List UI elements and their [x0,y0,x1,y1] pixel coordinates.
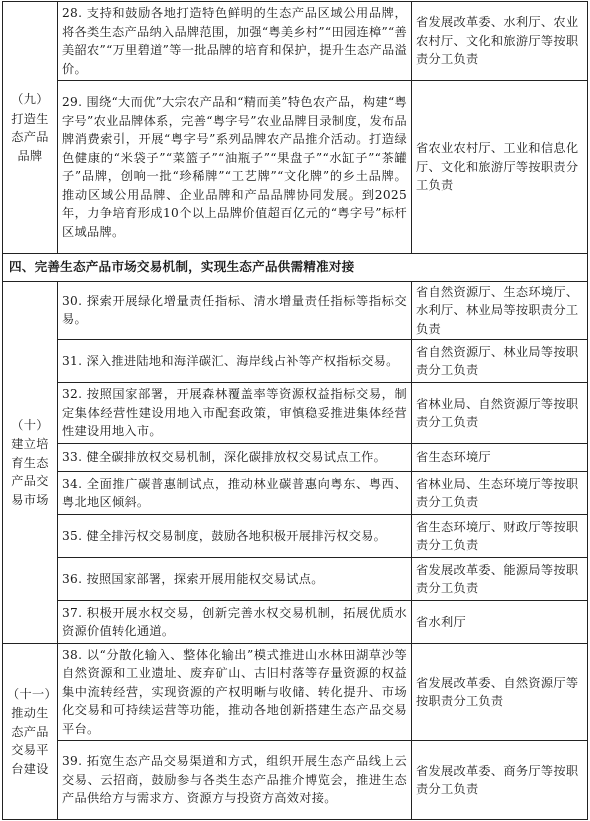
table-row [3,644,588,741]
department-cell: 省发展改革委、商务厅等按职责分工负责 [412,741,588,820]
department-cell: 省自然资源厅、林业局等按职责分工负责 [412,340,588,383]
task-cell: 37. 积极开展水权交易，创新完善水权交易机制，拓展优质水资源价值转化通道。 [58,601,412,644]
department-cell: 省生态环境厅、财政厅等按职责分工负责 [412,515,588,558]
policy-task-table [2,1,588,820]
table-row [3,601,588,644]
task-cell: 36. 按照国家部署，探索开展用能权交易试点。 [58,558,412,601]
section-heading-row [3,254,588,282]
category-cell [3,644,58,820]
task-cell: 33. 健全碳排放权交易机制，深化碳排放权交易试点工作。 [58,444,412,472]
task-cell: 39. 拓宽生态产品交易渠道和方式，组织开展生态产品线上云交易、云招商，鼓励参与各类生态产品推介博览会，推进生态产品供给方与需求方、资源方与投资方高效对接。 [58,741,412,820]
table-row [3,741,588,820]
task-cell: 35. 健全排污权交易制度，鼓励各地积极开展排污权交易。 [58,515,412,558]
table-row [3,558,588,601]
task-cell: 38. 以“分散化输入、整体化输出”模式推进山水林田湖草沙等自然资源和工业遗址、废弃矿山、古旧村落等存量资源的权益集中流转经营，实现资源的产权明晰与收储、转化提升、市场化交易和可持续运营等功能，推动各地创新搭建生态产品交易平台。 [58,644,412,741]
category-name: 建立培育生态产品交易市场 [11,437,49,507]
table-row [3,472,588,515]
category-number: （九） [11,92,49,106]
table-row [3,515,588,558]
table-row [3,281,588,340]
department-cell: 省发展改革委、水利厅、农业农村厅、文化和旅游厅等按职责分工负责 [412,2,588,81]
department-cell: 省生态环境厅 [412,444,588,472]
task-cell: 31. 深入推进陆地和海洋碳汇、海岸线占补等产权指标交易。 [58,340,412,383]
table-row [3,2,588,81]
department-cell: 省发展改革委、能源局等按职责分工负责 [412,558,588,601]
department-cell: 省林业局、自然资源厅等按职责分工负责 [412,383,588,444]
department-cell: 省农业农村厅、工业和信息化厅、文化和旅游厅等按职责分工负责 [412,81,588,254]
table-row [3,383,588,444]
task-cell: 28. 支持和鼓励各地打造特色鲜明的生态产品区域公用品牌，将各类生态产品纳入品牌范围，加强“粤美乡村”“田园连樟”“善美韶农”“万里碧道”等一批品牌的培育和保护，提升生态产品溢价。 [58,2,412,81]
task-cell: 34. 全面推广碳普惠制试点，推动林业碳普惠向粤东、粤西、粤北地区倾斜。 [58,472,412,515]
task-cell: 29. 围绕“大而优”大宗农产品和“精而美”特色农产品，构建“粤字号”农业品牌体系，完善“粤字号”农业品牌目录制度，发布品牌消费索引，开展“粤字号”系列品牌农产品推介活动。打造绿色健康的“米袋子”“菜篮子”“油瓶子”“果盘子”“水缸子”“茶罐子”品牌，创响一批“珍稀牌”“工艺牌”“文化牌”的乡土品牌。推动区域公用品牌、企业品牌和产品品牌协同发展。到2025年，力争培育形成10个以上品牌价值超百亿元的“粤字号”标杆区域品牌。 [58,81,412,254]
category-cell [3,281,58,644]
department-cell: 省发展改革委、自然资源厅等按职责分工负责 [412,644,588,741]
task-cell: 32. 按照国家部署，开展森林覆盖率等资源权益指标交易，制定集体经营性建设用地入市配套政策，审慎稳妥推进集体经营性建设用地入市。 [58,383,412,444]
category-number: （十一） [7,686,57,701]
category-cell [3,2,58,254]
table-row [3,444,588,472]
task-cell: 30. 探索开展绿化增量责任指标、清水增量责任指标等指标交易。 [58,281,412,340]
department-cell: 省自然资源厅、生态环境厅、水利厅、林业局等按职责分工负责 [412,281,588,340]
category-name: 推动生态产品交易平台建设 [11,706,49,776]
section-heading: 四、完善生态产品市场交易机制，实现生态产品供需精准对接 [3,254,588,282]
table-row [3,81,588,254]
table-row [3,340,588,383]
category-name: 打造生态产品品牌 [11,111,49,163]
category-number: （十） [11,417,49,432]
department-cell: 省水利厅 [412,601,588,644]
department-cell: 省林业局、生态环境厅等按职责分工负责 [412,472,588,515]
